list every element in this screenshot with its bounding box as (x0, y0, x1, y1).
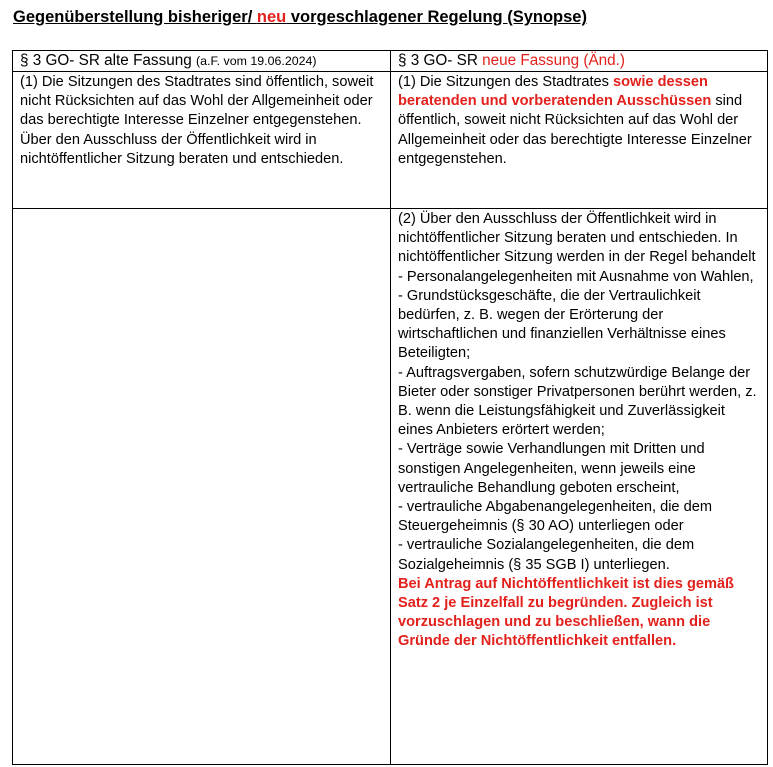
cell-old-empty (13, 209, 391, 765)
list-item: - vertrauliche Sozialangelegenheiten, die dem Sozialgeheimnis (§ 35 SGB I) unterliegen. (398, 537, 695, 573)
cell-new-paragraph-2 (391, 209, 768, 765)
table-header-row (13, 51, 768, 72)
header-new-version (391, 51, 768, 72)
header-old-version (13, 51, 391, 72)
new-paragraph-1-red: sowie dessen beratenden und vorberatenden Ausschüssen (398, 74, 712, 110)
list-item: - Verträge sowie Verhandlungen mit Dritten und sonstigen Angelegenheiten, wenn jeweils eine vertrauliche Behandlung geboten erscheint, (398, 441, 705, 496)
title-part-1: Gegenüberstellung bisheriger/ (13, 8, 257, 26)
header-new-red: neue Fassung (Änd.) (482, 52, 626, 69)
title-part-red: neu (256, 8, 287, 26)
cell-old-paragraph-1 (13, 72, 391, 209)
cell-new-paragraph-1 (391, 72, 768, 209)
list-item: - Personalangelegenheiten mit Ausnahme von Wahlen, (398, 268, 754, 285)
new-paragraph-2-intro: (2) Über den Ausschluss der Öffentlichkeit wird in nichtöffentlicher Sitzung beraten und entschieden. In nichtöffentlicher Sitzung werden in der Regel behandelt (398, 211, 756, 266)
document-title (13, 8, 587, 27)
old-paragraph-1-text: (1) Die Sitzungen des Stadtrates sind öffentlich, soweit nicht Rücksichten auf das Wohl der Allgemeinheit oder das berechtigte Interesse Einzelner entgegenstehen. Über den Ausschluss der Öffentlichkeit wird in nichtöffentlicher Sitzung beraten und entschieden. (20, 74, 374, 167)
header-old-date: (a.F. vom 19.06.2024) (196, 54, 317, 68)
table-row (13, 209, 768, 765)
title-part-2: vorgeschlagener Regelung (Synopse) (286, 8, 587, 26)
header-old-main: § 3 GO- SR alte Fassung (20, 52, 196, 69)
new-paragraph-1-end: sind öffentlich, soweit nicht Rücksichten auf das Wohl der Allgemeinheit oder das berechtigte Interesse Einzelner entgegenstehen. (398, 93, 752, 167)
table-row (13, 72, 768, 209)
header-new-main: § 3 GO- SR (398, 52, 483, 69)
list-item: - Grundstücksgeschäfte, die der Vertraulichkeit bedürfen, z. B. wegen der Erörterung der wirtschaftlichen und finanziellen Verhältnisse eines Beteiligten; (398, 287, 726, 362)
synopsis-table (12, 50, 768, 765)
new-paragraph-2-red-addition: Bei Antrag auf Nichtöffentlichkeit ist dies gemäß Satz 2 je Einzelfall zu begründen. Zugleich ist vorzuschlagen und zu beschließen, wann die Gründe der Nichtöffentlichkeit entfallen. (398, 575, 734, 650)
list-item: - Auftragsvergaben, sofern schutzwürdige Belange der Bieter oder sonstiger Privatpersonen berührt werden, z. B. wenn die Leistungsfähigkeit und Zuverlässigkeit eines Anbieters erörtert werden; (398, 364, 757, 439)
list-item: - vertrauliche Abgabenangelegenheiten, die dem Steuergeheimnis (§ 30 AO) unterliegen oder (398, 499, 712, 535)
new-paragraph-1-start: (1) Die Sitzungen des Stadtrates (398, 74, 613, 90)
